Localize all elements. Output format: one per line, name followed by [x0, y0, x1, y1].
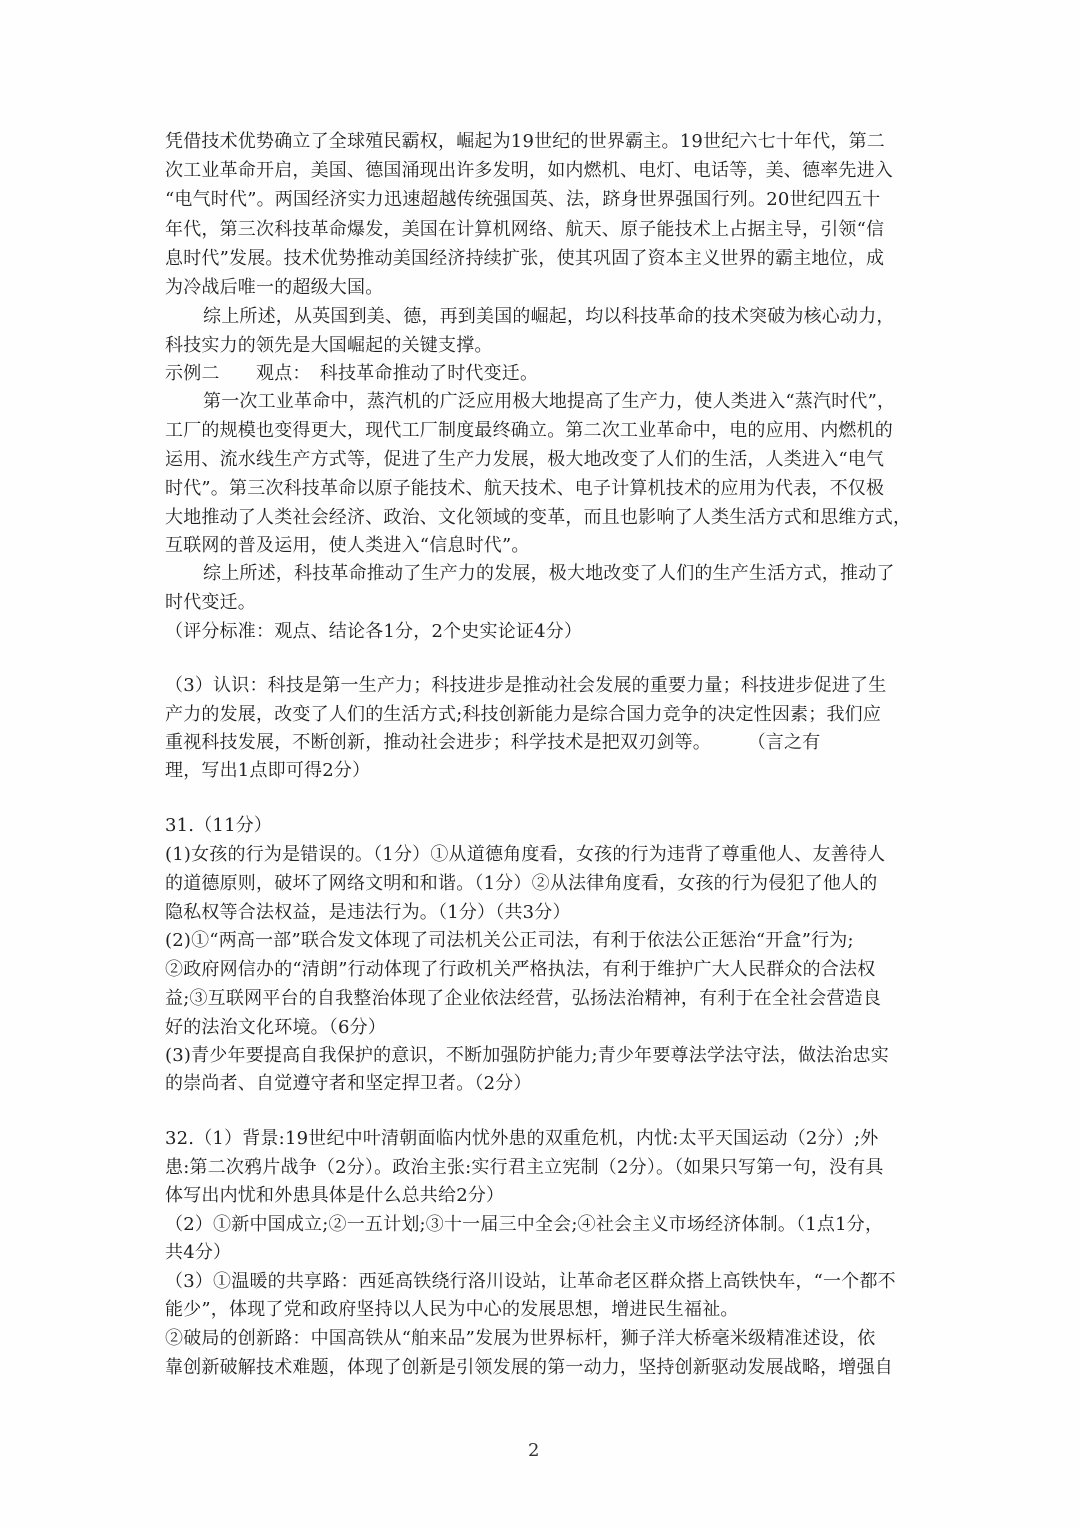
text-line: 时代”。第三次科技革命以原子能技术、航天技术、电子计算机技术的应用为代表，不仅极	[165, 478, 885, 499]
text-line: ②政府网信办的“清朗”行动体现了行政机关严格执法，有利于维护广大人民群众的合法权	[165, 959, 876, 980]
text-line: 息时代”发展。技术优势推动美国经济持续扩张，使其巩固了资本主义世界的霸主地位，成	[165, 248, 885, 269]
text-line: 共4分）	[165, 1242, 232, 1263]
text-line: 凭借技术优势确立了全球殖民霸权，崛起为19世纪的世界霸主。19世纪六七十年代，第二	[165, 131, 886, 152]
scoring-note: （评分标准：观点、结论各1分，2个史实论证4分）	[165, 621, 583, 642]
text-line: （2）①新中国成立;②一五计划;③十一届三中全会;④社会主义市场经济体制。（1点1分，	[165, 1214, 884, 1235]
text-line: 互联网的普及运用，使人类进入“信息时代”。	[165, 535, 530, 556]
text-line: 为冷战后唯一的超级大国。	[165, 277, 384, 298]
text-line: 的崇尚者、自觉遵守者和坚定捍卫者。（2分）	[165, 1073, 532, 1094]
text-line: ②破局的创新路：中国高铁从“舶来品”发展为世界标杆，狮子洋大桥毫米级精准述设，依	[165, 1328, 876, 1349]
text-line: “电气时代”。两国经济实力迅速超越传统强国英、法，跻身世界强国行列。20世纪四五十	[165, 189, 881, 210]
question-heading: 31.（11分）	[165, 815, 273, 836]
text-line: 工厂的规模也变得更大，现代工厂制度最终确立。第二次工业革命中，电的应用、内燃机的	[165, 420, 893, 441]
text-line: 年代，第三次科技革命爆发，美国在计算机网络、航天、原子能技术上占据主导，引领“信	[165, 219, 885, 240]
text-line: (3)青少年要提高自我保护的意识，不断加强防护能力;青少年要尊法学法守法，做法治忠实	[165, 1045, 889, 1066]
text-line: 益;③互联网平台的自我整治体现了企业依法经营，弘扬法治精神，有利于在全社会营造良	[165, 988, 882, 1009]
text-line: 隐私权等合法权益，是违法行为。（1分）（共3分）	[165, 902, 571, 923]
text-line: 能少”，体现了党和政府坚持以人民为中心的发展思想，增进民生福祉。	[165, 1299, 739, 1320]
text-line: （3）认识：科技是第一生产力；科技进步是推动社会发展的重要力量；科技进步促进了生	[165, 675, 887, 696]
text-line: 时代变迁。	[165, 592, 256, 613]
text-line: 运用、流水线生产方式等，促进了生产力发展，极大地改变了人们的生活，人类进入“电气	[165, 449, 885, 470]
text-line: 靠创新破解技术难题，体现了创新是引领发展的第一动力，坚持创新驱动发展战略，增强自	[165, 1357, 893, 1378]
text-line: 科技实力的领先是大国崛起的关键支撑。	[165, 335, 493, 356]
text-line: 患:第二次鸦片战争（2分）。政治主张:实行君主立宪制（2分）。（如果只写第一句，没有具	[165, 1157, 884, 1178]
text-line: 综上所述，科技革命推动了生产力的发展，极大地改变了人们的生产生活方式，推动了	[203, 563, 895, 584]
page-number: 2	[528, 1440, 540, 1461]
text-line: 产力的发展，改变了人们的生活方式;科技创新能力是综合国力竞争的决定性因素；我们应	[165, 704, 882, 725]
text-line: (2)①“两高一部”联合发文体现了司法机关公正司法，有利于依法公正惩治“开盒”行为;	[165, 930, 854, 951]
text-line: 综上所述，从英国到美、德，再到美国的崛起，均以科技革命的技术突破为核心动力，	[203, 306, 895, 327]
text-line: (1)女孩的行为是错误的。（1分）①从道德角度看，女孩的行为违背了尊重他人、友善待人	[165, 844, 886, 865]
text-line: 重视科技发展，不断创新，推动社会进步；科学技术是把双刃剑等。 （言之有	[165, 732, 821, 753]
text-line: 理，写出1点即可得2分）	[165, 760, 371, 781]
text-line: 第一次工业革命中，蒸汽机的广泛应用极大地提高了生产力，使人类进入“蒸汽时代”，	[203, 391, 896, 412]
example-heading: 示例二 观点： 科技革命推动了时代变迁。	[165, 363, 539, 384]
text-line: 次工业革命开启，美国、德国涌现出许多发明，如内燃机、电灯、电话等，美、德率先进入	[165, 160, 893, 181]
text-line: 体写出内忧和外患具体是什么总共给2分）	[165, 1185, 505, 1206]
text-line: 的道德原则，破坏了网络文明和和谐。（1分）②从法律角度看，女孩的行为侵犯了他人的	[165, 873, 878, 894]
question-heading: 32.（1）背景:19世纪中叶清朝面临内忧外患的双重危机，内忧:太平天国运动（2分）;外	[165, 1128, 879, 1149]
text-line: 好的法治文化环境。（6分）	[165, 1017, 387, 1038]
text-line: （3）①温暖的共享路：西延高铁绕行洛川设站，让革命老区群众搭上高铁快车，“一个都不	[165, 1271, 896, 1292]
text-line: 大地推动了人类社会经济、政治、文化领域的变革，而且也影响了人类生活方式和思维方式，	[165, 507, 912, 528]
